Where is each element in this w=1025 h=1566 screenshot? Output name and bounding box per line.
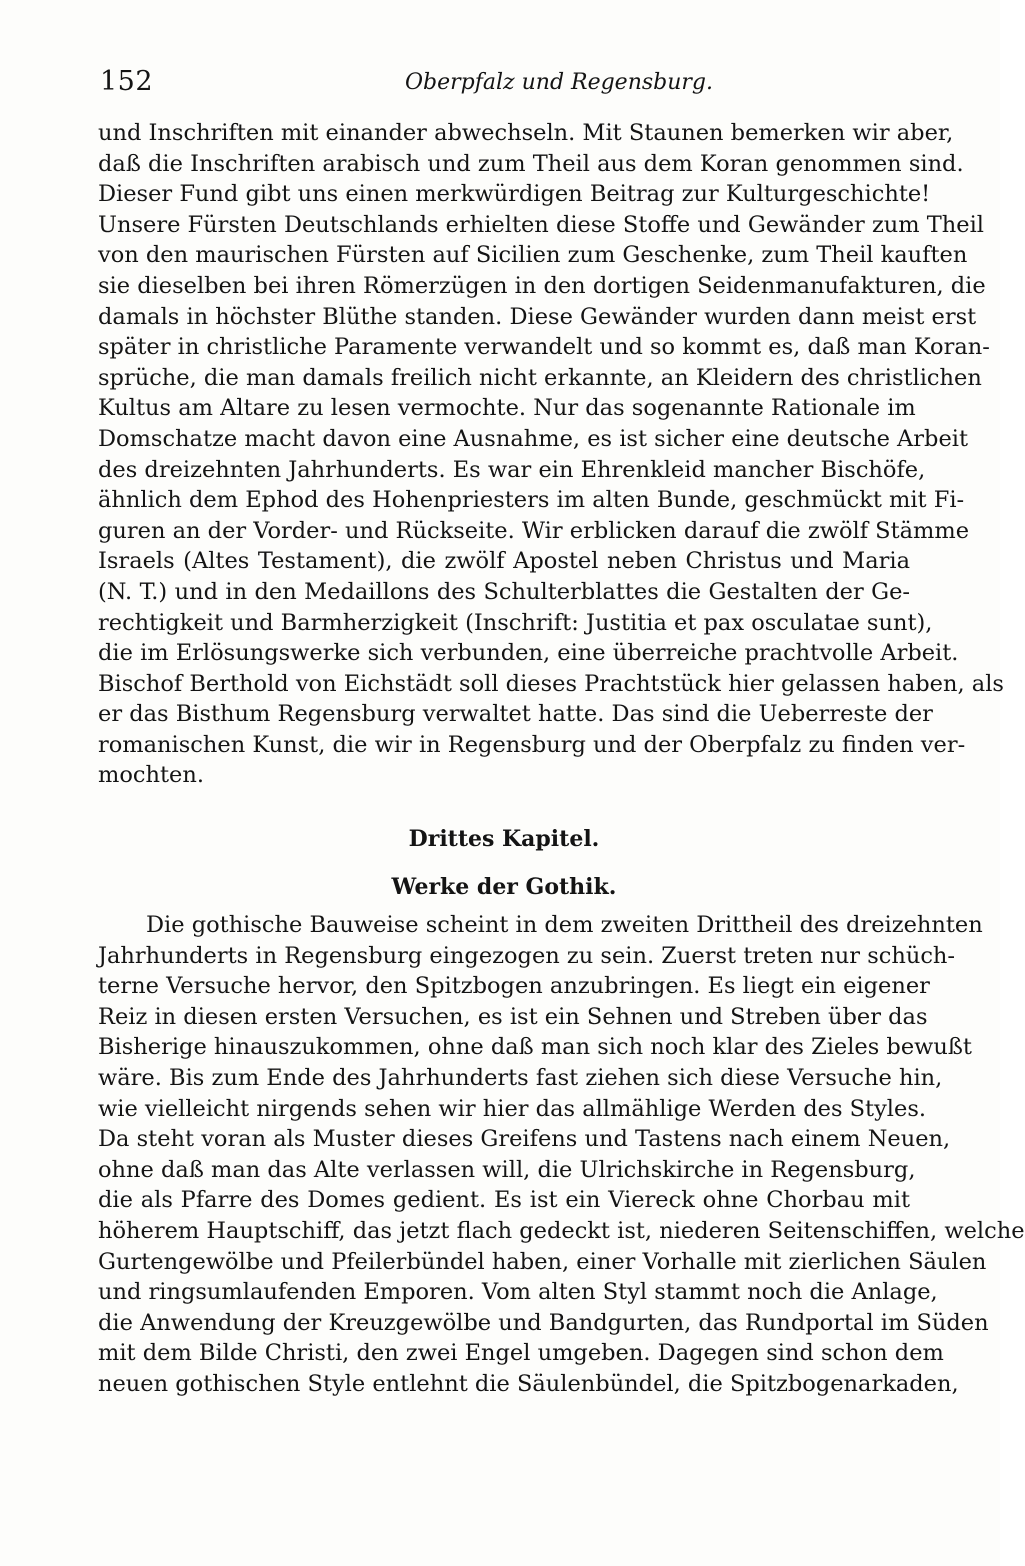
chapter-subtitle: Werke der Gothik. [391,874,617,900]
text-line: er das Bisthum Regensburg verwaltet hatte. Das sind die Ueberreste der [98,701,933,728]
text-line: daß die Inschriften arabisch und zum Theil aus dem Koran genommen sind. [98,150,964,177]
running-head: Oberpfalz und Regensburg. [404,70,714,95]
page-number: 152 [100,66,154,97]
text-line: Gurtengewölbe und Pfeilerbündel haben, einer Vorhalle mit zierlichen Säulen [98,1248,987,1275]
text-line: die im Erlösungswerke sich verbunden, eine überreiche prachtvolle Arbeit. [98,640,959,667]
text-line: Domschatze macht davon eine Ausnahme, es ist sicher eine deutsche Arbeit [98,425,968,452]
text-line: und Inschriften mit einander abwechseln. Mit Staunen bemerken wir aber, [98,120,954,146]
text-line: sprüche, die man damals freilich nicht erkannte, an Kleidern des christlichen [98,364,982,391]
text-line: rechtigkeit und Barmherzigkeit (Inschrift: Justitia et pax osculatae sunt), [98,609,933,636]
text-line: Bisherige hinauszukommen, ohne daß man sich noch klar des Zieles bewußt [98,1034,972,1061]
text-line: wäre. Bis zum Ende des Jahrhunderts fast ziehen sich diese Versuche hin, [98,1064,943,1091]
text-line: Die gothische Bauweise scheint in dem zweiten Drittheil des dreizehnten [146,912,983,938]
text-line: sie dieselben bei ihren Römerzügen in den dortigen Seidenmanufakturen, die [98,272,986,299]
text-line: die als Pfarre des Domes gedient. Es ist ein Viereck ohne Chorbau mit [98,1187,910,1214]
paragraph-gothic-works [98,910,1025,1400]
text-line: Da steht voran als Muster dieses Greifens und Tastens nach einem Neuen, [98,1126,951,1153]
text-line: mochten. [98,762,204,789]
page-header [100,66,908,106]
text-line: damals in höchster Blüthe standen. Diese Gewänder wurden dann meist erst [98,303,977,330]
text-line: die Anwendung der Kreuzgewölbe und Bandgurten, das Rundportal im Süden [98,1309,989,1336]
text-line: von den maurischen Fürsten auf Sicilien zum Geschenke, zum Theil kauften [98,242,968,269]
text-line: neuen gothischen Style entlehnt die Säulenbündel, die Spitzbogenarkaden, [98,1370,959,1397]
text-line: des dreizehnten Jahrhunderts. Es war ein Ehrenkleid mancher Bischöfe, [98,456,926,483]
text-line: Kultus am Altare zu lesen vermochte. Nur das sogenannte Rationale im [98,395,916,422]
text-line: romanischen Kunst, die wir in Regensburg und der Oberpfalz zu finden ver- [98,731,966,758]
text-line: wie vielleicht nirgends sehen wir hier das allmählige Werden des Styles. [98,1095,927,1122]
chapter-heading: Drittes Kapitel. [408,826,600,852]
text-line: (N. T.) und in den Medaillons des Schulterblattes die Gestalten der Ge- [98,578,910,605]
text-line: später in christliche Paramente verwandelt und so kommt es, daß man Koran- [98,334,990,361]
text-line: Bischof Berthold von Eichstädt soll dieses Prachtstück hier gelassen haben, als [98,670,1004,697]
text-line: Unsere Fürsten Deutschlands erhielten diese Stoffe und Gewänder zum Theil [98,211,984,238]
text-line: guren an der Vorder- und Rückseite. Wir erblicken darauf die zwölf Stämme [98,517,970,544]
text-line: ohne daß man das Alte verlassen will, die Ulrichskirche in Regensburg, [98,1156,916,1183]
text-line: mit dem Bilde Christi, den zwei Engel umgeben. Dagegen sind schon dem [98,1340,944,1367]
text-line: ähnlich dem Ephod des Hohenpriesters im alten Bunde, geschmückt mit Fi- [98,487,965,514]
text-line: Dieser Fund gibt uns einen merkwürdigen Beitrag zur Kulturgeschichte! [98,181,931,208]
text-line: Israels (Altes Testament), die zwölf Apostel neben Christus und Maria [98,548,910,575]
text-line: höherem Hauptschiff, das jetzt flach gedeckt ist, niederen Seitenschiffen, welche [98,1217,1025,1244]
text-line: Reiz in diesen ersten Versuchen, es ist ein Sehnen und Streben über das [98,1003,928,1030]
text-line: terne Versuche hervor, den Spitzbogen anzubringen. Es liegt ein eigener [98,973,930,1000]
text-line: Jahrhunderts in Regensburg eingezogen zu sein. Zuerst treten nur schüch- [98,942,956,969]
paragraph-romanesque-conclusion [98,118,1004,791]
text-line: und ringsumlaufenden Emporen. Vom alten Styl stammt noch die Anlage, [98,1279,938,1306]
